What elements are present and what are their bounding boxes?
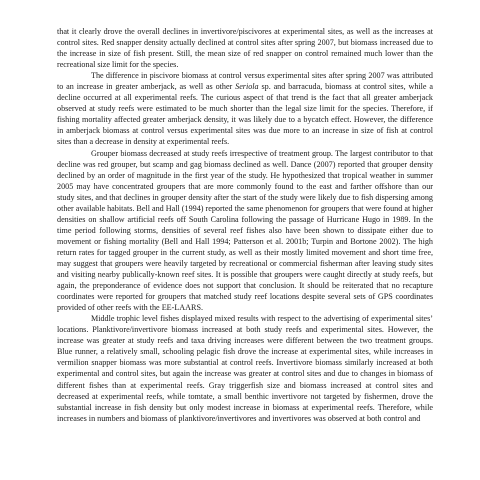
paragraph-2 (57, 70, 433, 147)
paragraph-3 (57, 148, 433, 314)
paragraph-2-text-b: sp. and barracuda, biomass at control sites, while a decline occurred at all experimental reefs. The curious aspect of that trend is the fact that all greater amberjack observed at study reefs were estimated to be much shorter than the legal size limit for the species. Therefore, if fishing mortality affected greater amberjack density, it was likely due to a bycatch effect. However, the difference in amberjack biomass at control versus experimental sites was due more to an increase in size of fish at control sites than a decrease in density at experimental reefs. (57, 82, 434, 147)
paragraph-2-text-a: The difference in piscivore biomass at control versus experimental sites after spring 2007 was attributed to an increase in greater amberjack, as well as other (57, 71, 433, 92)
paragraph-1-text: that it clearly drove the overall declines in invertivore/piscivores at experimental sites, as well as the increases at control sites. Red snapper density actually declined at control sites after spring 2007, but biomass increased due to the increase in size of fish present. Still, the mean size of red snapper on control remained much lower than the recreational size limit for the species. (57, 27, 433, 70)
paragraph-3-text: Grouper biomass decreased at study reefs irrespective of treatment group. The largest contributor to that decline was red grouper, but scamp and gag biomass declined as well. Dance (2007) reported that grouper density declined by an order of magnitude in the first year of the study. He hypothesized that tropical weather in summer 2005 may have concentrated groupers that are more commonly found to the east and farther offshore than our study sites, and that declines in grouper density after the start of the study were likely due to fish dispersing among other available habitats. Bell and Hall (1994) reported the same phenomenon for groupers that were found at higher densities on shallow artificial reefs off South Carolina following the passage of Hurricane Hugo in 1989. In the time period following storms, densities of several reef fishes also have been shown to dissipate either due to movement or fishing mortality (Bell and Hall 1994; Patterson et al. 2001b; Turpin and Bortone 2002). The high return rates for tagged grouper in the current study, as well as their mostly limited movement and short time free, may suggest that groupers were heavily targeted by recreational or commercial fisherman after leaving study sites and visiting nearby publically-known reef sites. It is possible that groupers were caught directly at study reefs, but again, the preponderance of evidence does not support that conclusion. It should be reiterated that no recapture coordinates were reported for groupers that matched study reef locations despite several sets of GPS coordinates provided of other reefs with the EE-LAARS. (57, 148, 433, 313)
paragraph-4 (57, 313, 433, 423)
paragraph-4-text: Middle trophic level fishes displayed mixed results with respect to the advertising of experimental sites’ locations. Planktivore/invertivore biomass increased at both study reefs and experimental sites. However, the increase was greater at study reefs and taxa driving increases were different between the two treatment groups. Blue runner, a relatively small, schooling pelagic fish drove the increase at experimental sites, while increases in vermilion snapper biomass was more substantial at control reefs. Invertivore biomass similarly increased at both experimental and control sites, but again the increase was greater at control sites and due to changes in biomass of different fishes than at experimental reefs. Gray triggerfish size and biomass increased at control sites and decreased at experimental reefs, while tomtate, a small benthic invertivore not targeted by fishermen, drove the substantial increase in fish density but only modest increase in biomass at experimental reefs. Therefore, while increases in numbers and biomass of planktivore/invertivores and invertivores was observed at both control and (57, 314, 433, 423)
genus-name-seriola: Seriola (235, 82, 259, 92)
paragraph-1 (57, 26, 433, 70)
document-body (57, 26, 433, 424)
